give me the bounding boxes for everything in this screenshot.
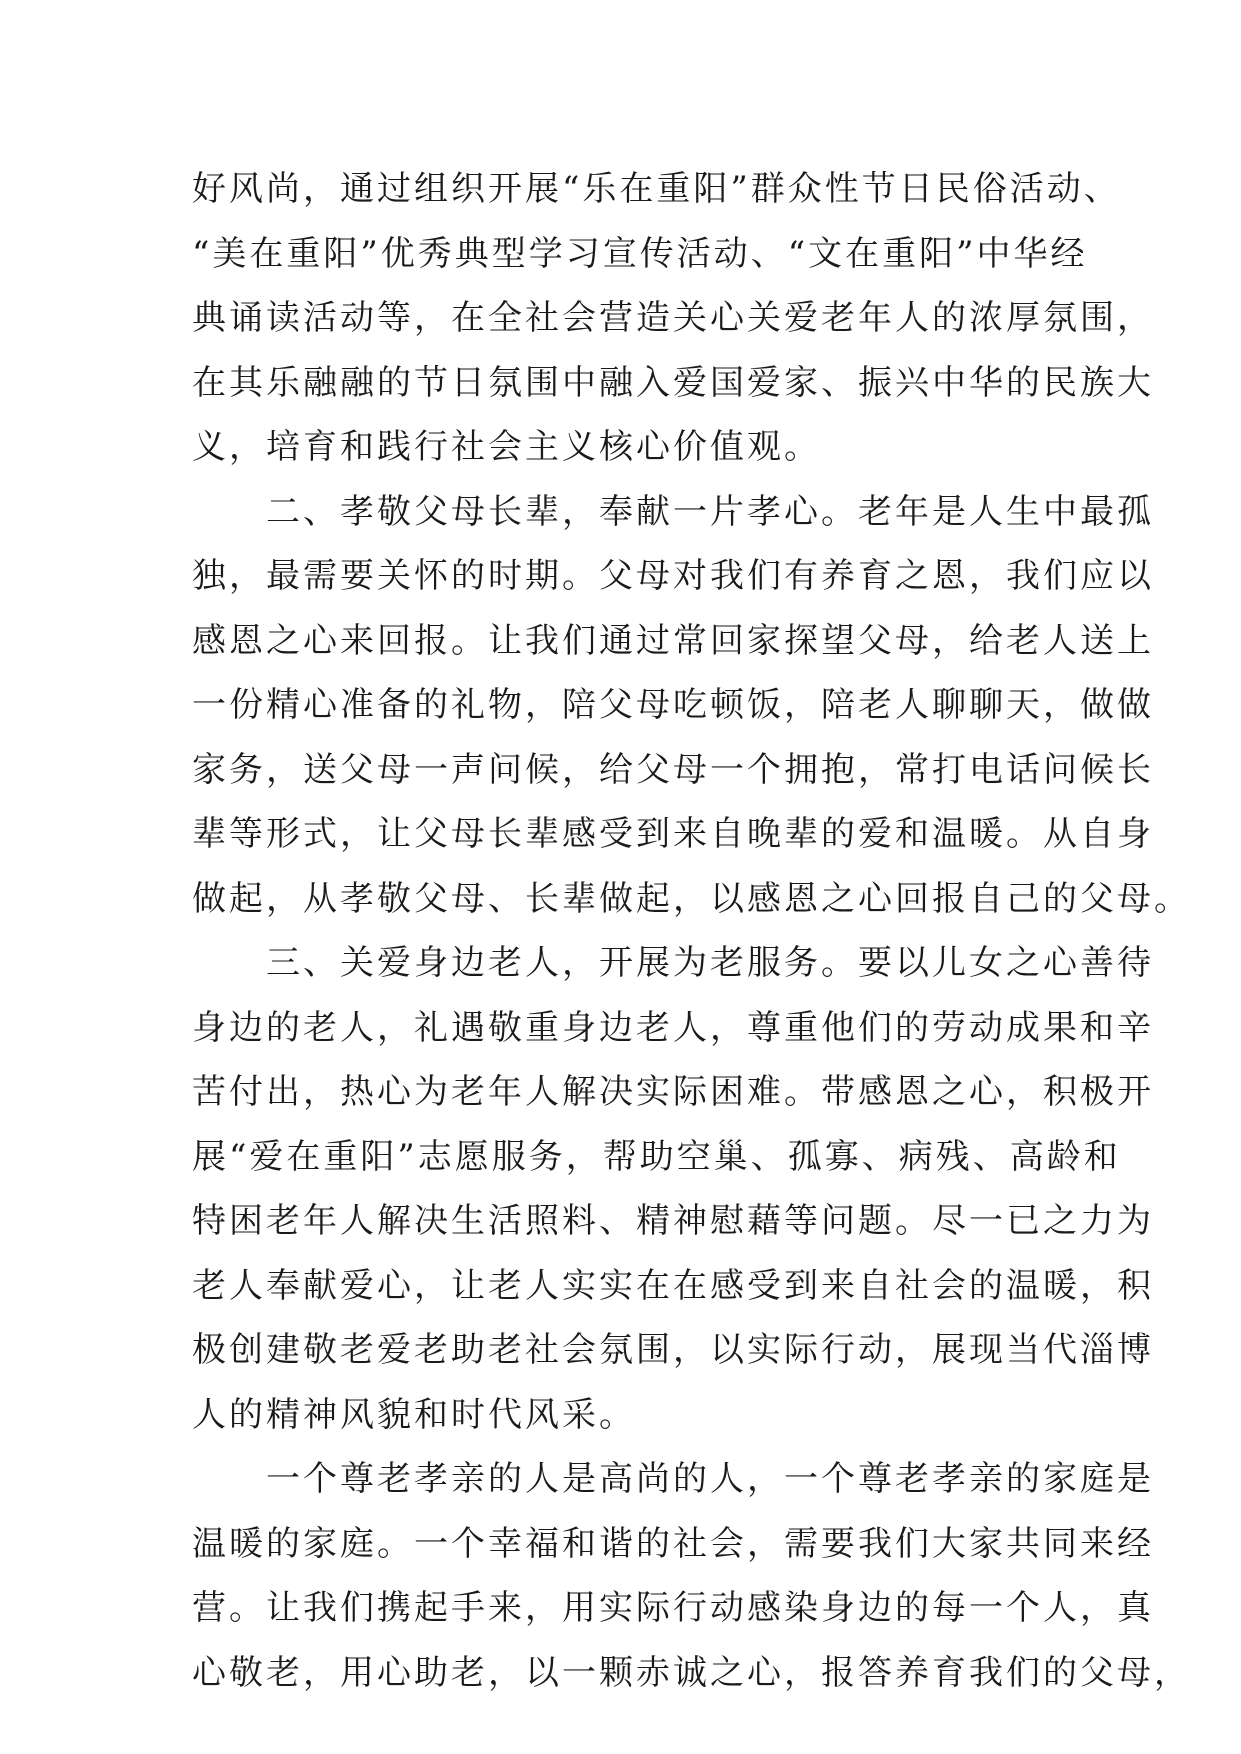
- text-line: 独，最需要关怀的时期。父母对我们有养育之恩，我们应以: [192, 556, 1154, 596]
- text-line: 温暖的家庭。一个幸福和谐的社会，需要我们大家共同来经: [192, 1523, 1154, 1564]
- text-line: 一个尊老孝亲的人是高尚的人，一个尊老孝亲的家庭是: [266, 1459, 1154, 1499]
- text-line: 人的精神风貌和时代风采。: [192, 1394, 636, 1435]
- text-line: 家务，送父母一声问候，给父母一个拥抱，常打电话问候长: [192, 749, 1154, 790]
- text-line: 辈等形式，让父母长辈感受到来自晚辈的爱和温暖。从自身: [192, 814, 1154, 854]
- text-line: 身边的老人，礼遇敬重身边老人，尊重他们的劳动成果和辛: [192, 1007, 1154, 1048]
- text-line: 极创建敬老爱老助老社会氛围，以实际行动，展现当代淄博: [192, 1330, 1154, 1370]
- text-line: 苦付出，热心为老年人解决实际困难。带感恩之心，积极开: [192, 1072, 1154, 1112]
- text-line: 典诵读活动等，在全社会营造关心关爱老年人的浓厚氛围，: [192, 298, 1154, 338]
- text-line: 营。让我们携起手来，用实际行动感染身边的每一个人，真: [192, 1588, 1154, 1628]
- body-text: [192, 157, 1191, 1705]
- text-line: 一份精心准备的礼物，陪父母吃顿饭，陪老人聊聊天，做做: [192, 685, 1154, 725]
- text-line: 二、孝敬父母长辈，奉献一片孝心。老年是人生中最孤: [266, 491, 1154, 532]
- text-line: 三、关爱身边老人，开展为老服务。要以儿女之心善待: [266, 943, 1154, 983]
- text-line: “美在重阳”优秀典型学习宣传活动、“文在重阳”中华经: [192, 233, 1088, 274]
- text-line: 展“爱在重阳”志愿服务，帮助空巢、孤寡、病残、高龄和: [192, 1136, 1121, 1177]
- text-line: 做起，从孝敬父母、长辈做起，以感恩之心回报自己的父母。: [192, 878, 1191, 919]
- text-line: 好风尚，通过组织开展“乐在重阳”群众性节日民俗活动、: [192, 169, 1121, 209]
- text-line: 特困老年人解决生活照料、精神慰藉等问题。尽一已之力为: [192, 1201, 1154, 1241]
- text-line: 义，培育和践行社会主义核心价值观。: [192, 427, 821, 467]
- text-line: 老人奉献爱心，让老人实实在在感受到来自社会的温暖，积: [192, 1265, 1154, 1306]
- text-line: 心敬老，用心助老，以一颗赤诚之心，报答养育我们的父母，: [192, 1652, 1191, 1693]
- text-line: 在其乐融融的节日氛围中融入爱国爱家、振兴中华的民族大: [192, 362, 1154, 403]
- text-line: 感恩之心来回报。让我们通过常回家探望父母，给老人送上: [192, 620, 1154, 661]
